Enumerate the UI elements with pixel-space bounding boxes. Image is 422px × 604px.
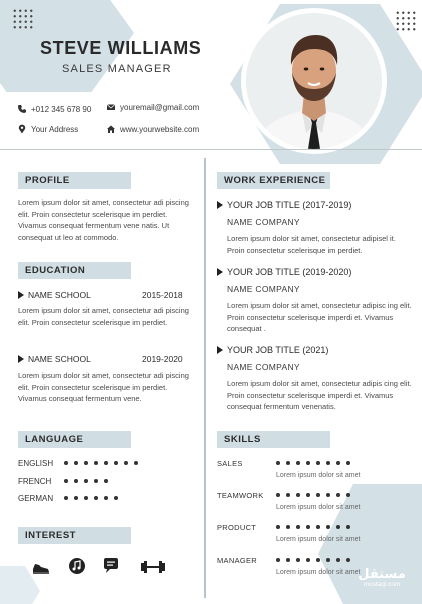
bullet-icon	[217, 346, 223, 354]
skill-dot	[276, 461, 280, 465]
contact-website	[106, 124, 199, 134]
chat-icon	[102, 557, 120, 575]
job-title-text: YOUR JOB TITLE (2021)	[227, 345, 329, 355]
skill-dots	[276, 558, 350, 562]
job-title	[217, 345, 328, 355]
home-icon	[106, 124, 116, 134]
decor-dots	[395, 10, 417, 32]
level-dot	[124, 461, 128, 465]
skill-dot	[336, 558, 340, 562]
skill-dot	[336, 493, 340, 497]
skill-dot	[296, 525, 300, 529]
location-icon	[17, 124, 27, 134]
company-name: NAME COMPANY	[227, 362, 300, 372]
profile-heading: PROFILE	[18, 172, 131, 189]
skill-dots	[276, 525, 350, 529]
school-text: Lorem ipsum dolor sit amet, consectetur adi piscing elit. Proin consectetur scelerisque im perdiet. Vivamus consequat fermentum vene.	[18, 371, 189, 403]
skill-dot	[306, 558, 310, 562]
website-text: www.yourwebsite.com	[120, 124, 200, 134]
skill-dot	[276, 525, 280, 529]
dumbbell-icon	[140, 558, 166, 576]
skill-dot	[346, 558, 350, 562]
school-text: Lorem ipsum dolor sit amet, consectetur adi piscing elit. Proin consectetur scelerisque im perdiet.	[18, 306, 189, 327]
school-name: NAME SCHOOL	[28, 290, 91, 300]
skill-description: Lorem ipsum dolor sit amet	[276, 504, 361, 511]
skill-dots	[276, 493, 350, 497]
watermark-logo	[352, 566, 412, 589]
skill-name: TEAMWORK	[217, 491, 264, 500]
interest-heading: INTEREST	[18, 527, 131, 544]
phone-icon	[17, 104, 27, 114]
bullet-icon	[217, 268, 223, 276]
level-dot	[94, 479, 98, 483]
decor-dots	[12, 8, 34, 30]
level-dot	[94, 496, 98, 500]
level-dot	[114, 496, 118, 500]
job-text: Lorem ipsum dolor sit amet, consectetur adipisel it. Proin consectetur scelerisque im perdiet.	[227, 234, 396, 255]
education-item	[18, 354, 91, 364]
watermark-brand: مستقل	[358, 566, 406, 581]
level-dot	[64, 479, 68, 483]
skill-dot	[286, 525, 290, 529]
language-level	[64, 496, 118, 500]
email-text: youremail@gmail.com	[120, 102, 200, 112]
music-icon	[68, 557, 86, 575]
job-text: Lorem ipsum dolor sit amet, consectetur adipisc ing elit. Proin consectetur scelerisque imperdi et. Vivamus consequat .	[227, 301, 412, 333]
skill-dot	[326, 525, 330, 529]
level-dot	[134, 461, 138, 465]
profile-text: Lorem ipsum dolor sit amet, consectetur adi piscing elit. Proin consectetur scelerisque im perdiet. Vivamus consequat fermentum vene natis. Ut consequat ut leo at commodo.	[18, 198, 189, 242]
level-dot	[84, 479, 88, 483]
skill-dot	[276, 493, 280, 497]
skill-dot	[326, 461, 330, 465]
contact-phone	[17, 104, 91, 114]
skills-heading: SKILLS	[217, 431, 330, 448]
skill-name: MANAGER	[217, 556, 258, 565]
contact-address	[17, 124, 78, 134]
candidate-role: SALES MANAGER	[62, 63, 172, 75]
skill-description: Lorem ipsum dolor sit amet	[276, 569, 361, 576]
skill-dot	[336, 525, 340, 529]
school-years: 2015-2018	[142, 290, 183, 300]
level-dot	[104, 479, 108, 483]
company-name: NAME COMPANY	[227, 217, 300, 227]
bullet-icon	[217, 201, 223, 209]
level-dot	[74, 479, 78, 483]
skill-dot	[306, 525, 310, 529]
skill-dot	[316, 525, 320, 529]
job-title	[217, 200, 351, 210]
job-title-text: YOUR JOB TITLE (2017-2019)	[227, 200, 352, 210]
header-divider	[0, 149, 422, 150]
skill-name: PRODUCT	[217, 523, 257, 532]
profile-photo	[246, 13, 382, 149]
sneaker-icon	[32, 558, 50, 576]
skill-name: SALES	[217, 459, 243, 468]
contact-email	[106, 102, 199, 112]
level-dot	[104, 461, 108, 465]
bullet-icon	[18, 291, 24, 299]
school-name: NAME SCHOOL	[28, 354, 91, 364]
job-title	[217, 267, 351, 277]
column-divider	[204, 158, 206, 598]
skill-dot	[326, 558, 330, 562]
bullet-icon	[18, 355, 24, 363]
skill-dot	[286, 558, 290, 562]
skill-dot	[286, 461, 290, 465]
level-dot	[64, 496, 68, 500]
skill-dot	[306, 461, 310, 465]
level-dot	[114, 461, 118, 465]
skill-dot	[336, 461, 340, 465]
skill-dot	[296, 461, 300, 465]
school-years: 2019-2020	[142, 354, 183, 364]
language-name: ENGLISH	[18, 459, 54, 468]
skill-dot	[316, 558, 320, 562]
level-dot	[74, 496, 78, 500]
skill-dot	[296, 493, 300, 497]
skill-dot	[286, 493, 290, 497]
phone-text: +012 345 678 90	[31, 104, 92, 114]
skill-dot	[346, 525, 350, 529]
watermark-site: mostaql.com	[363, 581, 401, 588]
address-text: Your Address	[31, 124, 79, 134]
skill-dots	[276, 461, 350, 465]
level-dot	[64, 461, 68, 465]
skill-dot	[296, 558, 300, 562]
level-dot	[104, 496, 108, 500]
level-dot	[94, 461, 98, 465]
skill-dot	[346, 493, 350, 497]
work-heading: WORK EXPERIENCE	[217, 172, 330, 189]
company-name: NAME COMPANY	[227, 284, 300, 294]
job-title-text: YOUR JOB TITLE (2019-2020)	[227, 267, 352, 277]
language-name: FRENCH	[18, 477, 52, 486]
level-dot	[84, 496, 88, 500]
skill-dot	[346, 461, 350, 465]
language-name: GERMAN	[18, 494, 54, 503]
skill-dot	[316, 461, 320, 465]
job-text: Lorem ipsum dolor sit amet, consectetur adipis cing elit. Proin consectetur scelerisque imperdi et. Vivamus consequat fermentum venenatis.	[227, 379, 412, 411]
language-level	[64, 461, 138, 465]
language-heading: LANGUAGE	[18, 431, 131, 448]
skill-dot	[276, 558, 280, 562]
level-dot	[84, 461, 88, 465]
education-item	[18, 290, 91, 300]
skill-description: Lorem ipsum dolor sit amet	[276, 472, 361, 479]
language-level	[64, 479, 108, 483]
skill-description: Lorem ipsum dolor sit amet	[276, 536, 361, 543]
skill-dot	[326, 493, 330, 497]
skill-dot	[306, 493, 310, 497]
candidate-name: STEVE WILLIAMS	[40, 38, 202, 58]
level-dot	[74, 461, 78, 465]
education-heading: EDUCATION	[18, 262, 131, 279]
email-icon	[106, 102, 116, 112]
skill-dot	[316, 493, 320, 497]
